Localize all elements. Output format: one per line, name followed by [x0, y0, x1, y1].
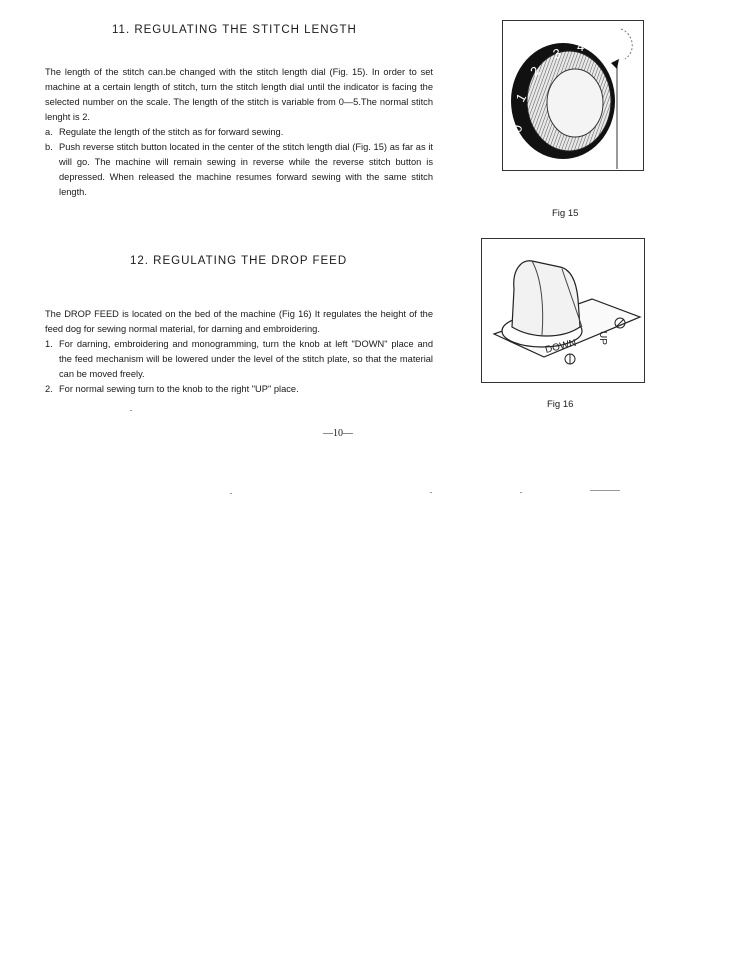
knob-body: [512, 261, 580, 336]
section-11-body: [45, 65, 433, 125]
section-11-item-a: a. Regulate the length of the stitch as for forward sewing.: [45, 127, 284, 137]
dial-digit: 1: [512, 90, 530, 105]
section-12-item-1: 1. For darning, embroidering and monogramming, turn the knob at left "DOWN" place and the feed mechanism will be lowered under the level of the stitch plate, so that the material can be moved freely.: [45, 339, 433, 380]
section-11-title: 11. REGULATING THE STITCH LENGTH: [112, 24, 357, 36]
scan-speck: [130, 410, 132, 411]
section-11-item-b: b. Push reverse stitch button located in the center of the stitch length dial (Fig. 15) as far as it will go. The machine will remain sewing in reverse while the reverse stitch button is depressed. When released the machine resumes forward sewing with the same stitch length.: [45, 142, 433, 198]
page-number: —10—: [323, 428, 353, 439]
figure-15-stitch-dial: [502, 20, 644, 171]
scan-speck: [590, 490, 620, 491]
dial-digit: 0: [509, 123, 526, 134]
scan-speck: [230, 493, 232, 494]
section-11-paragraph: The length of the stitch can.be changed with the stitch length dial (Fig. 15). In order to set machine at a certain length of stitch, turn the stitch length dial until the indicator is facing the selected number on the scale. The length of the stitch is variable from 0—5.The normal stitch lenght is 2.: [45, 67, 433, 123]
stitch-length-dial-illustration: [503, 21, 643, 170]
section-12-title: 12. REGULATING THE DROP FEED: [130, 255, 348, 267]
figure-16-drop-feed-knob: [481, 238, 645, 383]
dial-digit: 2: [527, 63, 543, 80]
section-12-body: [45, 307, 433, 337]
section-11-list: [45, 125, 433, 200]
scan-speck: [520, 492, 522, 493]
dial-digit: 4: [577, 39, 585, 54]
scan-speck: [430, 492, 432, 493]
up-label: UP: [597, 331, 608, 345]
down-label: DOWN: [544, 337, 578, 356]
section-12-item-2: 2. For normal sewing turn to the knob to the right "UP" place.: [45, 384, 299, 395]
reverse-button: [547, 69, 603, 137]
drop-feed-knob-illustration: [482, 239, 644, 382]
section-12-list: [45, 337, 433, 397]
figure-16-caption: Fig 16: [547, 399, 574, 410]
figure-15-caption: Fig 15: [552, 208, 579, 219]
dial-digit: 3: [550, 45, 563, 62]
section-12-paragraph: The DROP FEED is located on the bed of the machine (Fig 16) It regulates the height of the feed dog for sewing normal material, for darning and embroidering.: [45, 309, 433, 335]
dial-indicator: [611, 59, 619, 69]
